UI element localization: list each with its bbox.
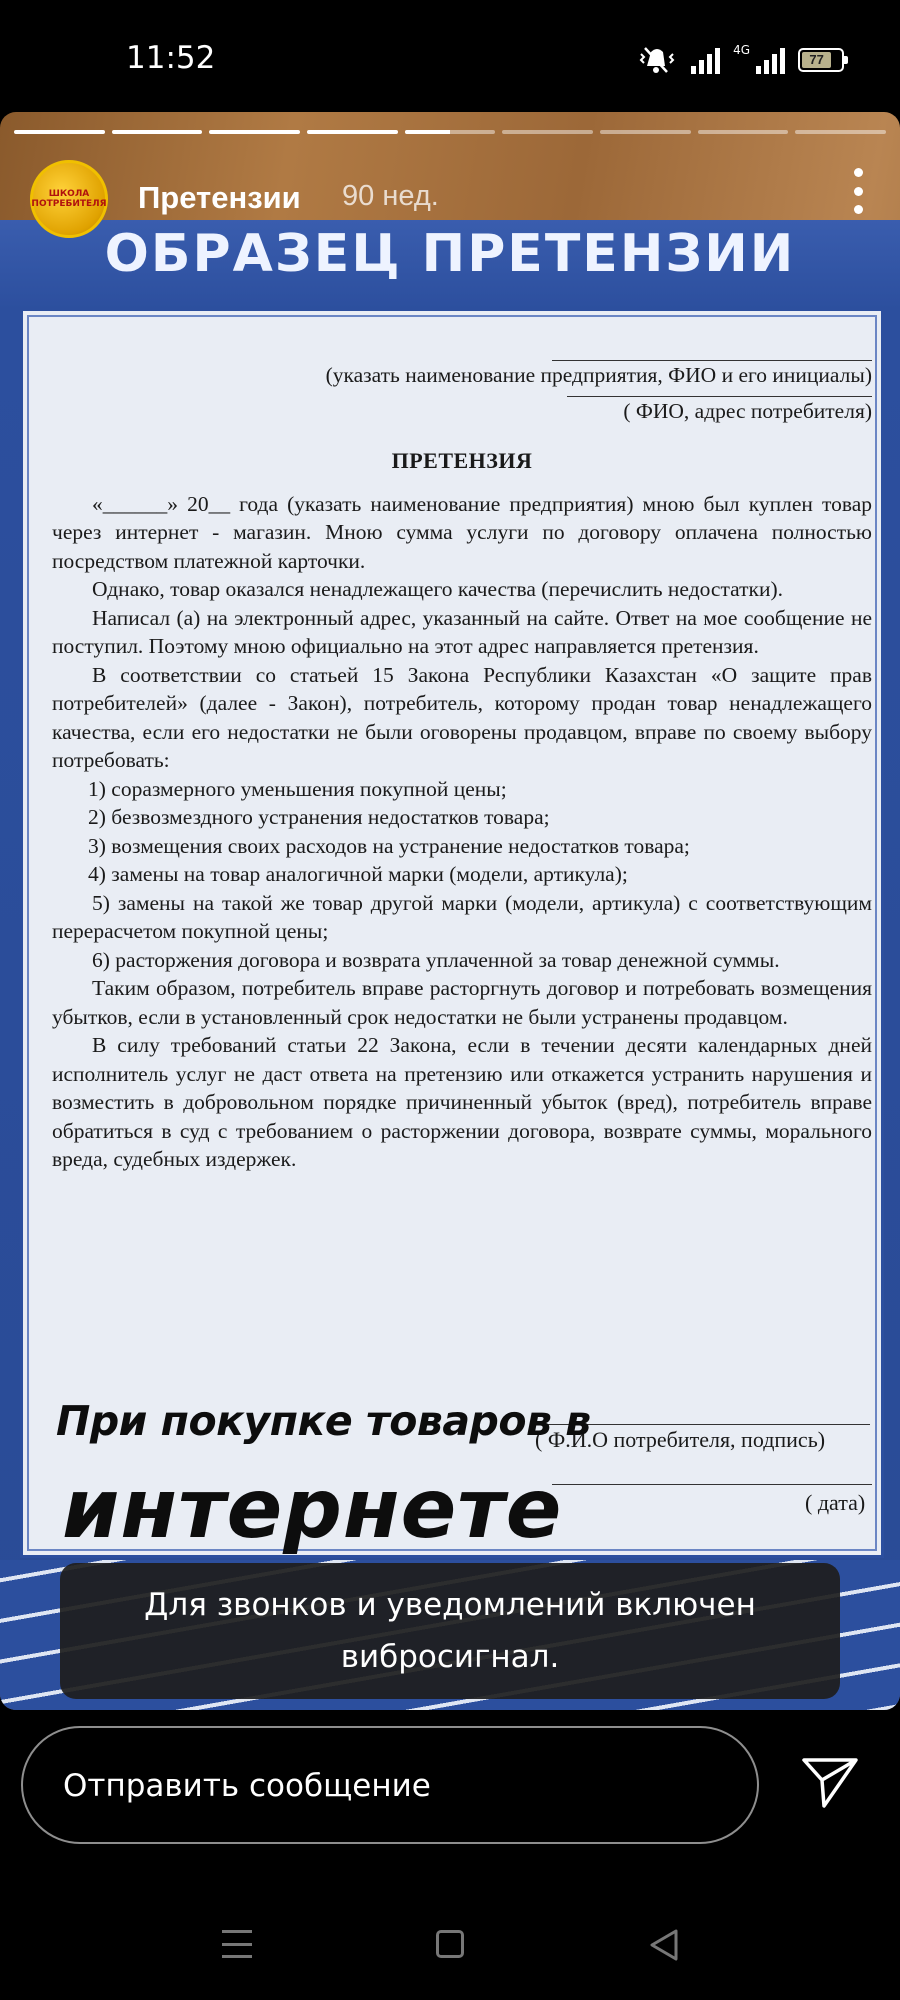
paragraph: В силу требований статьи 22 Закона, если в течении десяти календарных дней исполнитель услуг не даст ответа на претензию или откажется устранить нарушения и возместить в добровольном порядке причиненный убыток (вред), потребитель вправе обратиться в суд с требованием о расторжении договора, возврате суммы, морального вреда, судебных издержек.: [52, 1033, 872, 1171]
status-time: 11:52: [126, 40, 216, 76]
story-progress-segment: [405, 130, 496, 134]
story-progress-segment: [307, 130, 398, 134]
story-progress-segment: [795, 130, 886, 134]
story-viewer[interactable]: [0, 112, 900, 1710]
list-item: 6) расторжения договора и возврата уплаченной за товар денежной суммы.: [92, 947, 780, 972]
account-name[interactable]: Претензии: [138, 180, 301, 215]
sender-caption: ( ФИО, адрес потребителя): [623, 398, 872, 423]
list-item: 4) замены на товар аналогичной марки (модели, артикула);: [88, 862, 628, 886]
document-heading: ПРЕТЕНЗИЯ: [391, 448, 533, 473]
nav-recent-apps-icon[interactable]: [222, 1930, 252, 1958]
toast-text: Для звонков и уведомлений включен вибросигнал.: [144, 1587, 756, 1675]
story-progress-segment: [112, 130, 203, 134]
vibrate-mute-icon: [635, 44, 679, 76]
send-icon[interactable]: [800, 1752, 860, 1812]
list-item: 5) замены на такой же товар другой марки (модели, артикула) с соответствующим перерасчетом покупной цены;: [52, 890, 872, 943]
paragraph: «______» 20__ года (указать наименование предприятия) мною был куплен товар через интернет - магазин. Мною сумма услуги по договору оплачена полностью посредством платежной карточки.: [52, 491, 872, 573]
story-progress-segment: [14, 130, 105, 134]
toast-notification: [60, 1563, 840, 1699]
paragraph: Однако, товар оказался ненадлежащего качества (перечислить недостатки).: [92, 577, 783, 601]
signal-icon: [691, 46, 721, 74]
slogan-line-2: интернете: [62, 1462, 563, 1557]
story-header: [30, 160, 870, 240]
signature-line: [548, 1424, 870, 1425]
claim-document: [52, 342, 872, 1174]
slogan-line-1: При покупке товаров в: [56, 1397, 591, 1445]
paragraph: Написал (а) на электронный адрес, указанный на сайте. Ответ на мое сообщение не поступил. Поэтому мною официально на этот адрес направляется претензия.: [52, 605, 872, 658]
list-item: 3) возмещения своих расходов на устранение недостатков товара;: [88, 833, 690, 858]
paragraph: В соответствии со статьей 15 Закона Республики Казахстан «О защите прав потребителей» (далее - Закон), потребитель, которому продан товар ненадлежащего качества, если его недостатки не были оговорены продавцом, вправе по своему выбору потребовать:: [52, 662, 872, 772]
avatar-logo-text: ШКОЛА ПОТРЕБИТЕЛЯ: [31, 189, 107, 209]
story-time-ago: 90 нед.: [342, 180, 439, 212]
send-message-input[interactable]: [21, 1726, 759, 1844]
network-type-label: 4G: [733, 43, 750, 57]
story-progress-bar: [14, 130, 886, 135]
signature-caption: ( Ф.И.О потребителя, подпись): [535, 1427, 826, 1452]
signal-icon-2: [756, 46, 786, 74]
battery-level: 77: [802, 52, 831, 68]
story-progress-segment: [209, 130, 300, 134]
status-icons: [635, 44, 844, 76]
story-progress-segment: [698, 130, 789, 134]
battery-icon: [798, 48, 844, 72]
list-item: 2) безвозмездного устранения недостатков товара;: [88, 805, 550, 829]
status-bar: [0, 0, 900, 112]
poster-title: ОБРАЗЕЦ ПРЕТЕНЗИИ: [104, 224, 796, 284]
recipient-caption: (указать наименование предприятия, ФИО и его инициалы): [325, 363, 872, 387]
list-item: 1) соразмерного уменьшения покупной цены;: [88, 776, 507, 801]
send-message-placeholder: Отправить сообщение: [63, 1768, 431, 1804]
date-line: [552, 1484, 872, 1485]
story-progress-segment: [600, 130, 691, 134]
nav-home-icon[interactable]: [436, 1930, 464, 1958]
paragraph: Таким образом, потребитель вправе расторгнуть договор и потребовать возмещения убытков, если в установленный срок недостатки не были устранены продавцом.: [52, 976, 872, 1029]
date-caption: ( дата): [805, 1490, 866, 1515]
avatar[interactable]: [30, 160, 108, 238]
story-progress-segment: [502, 130, 593, 134]
more-options-icon[interactable]: [846, 168, 870, 214]
nav-back-icon[interactable]: [648, 1928, 680, 1962]
